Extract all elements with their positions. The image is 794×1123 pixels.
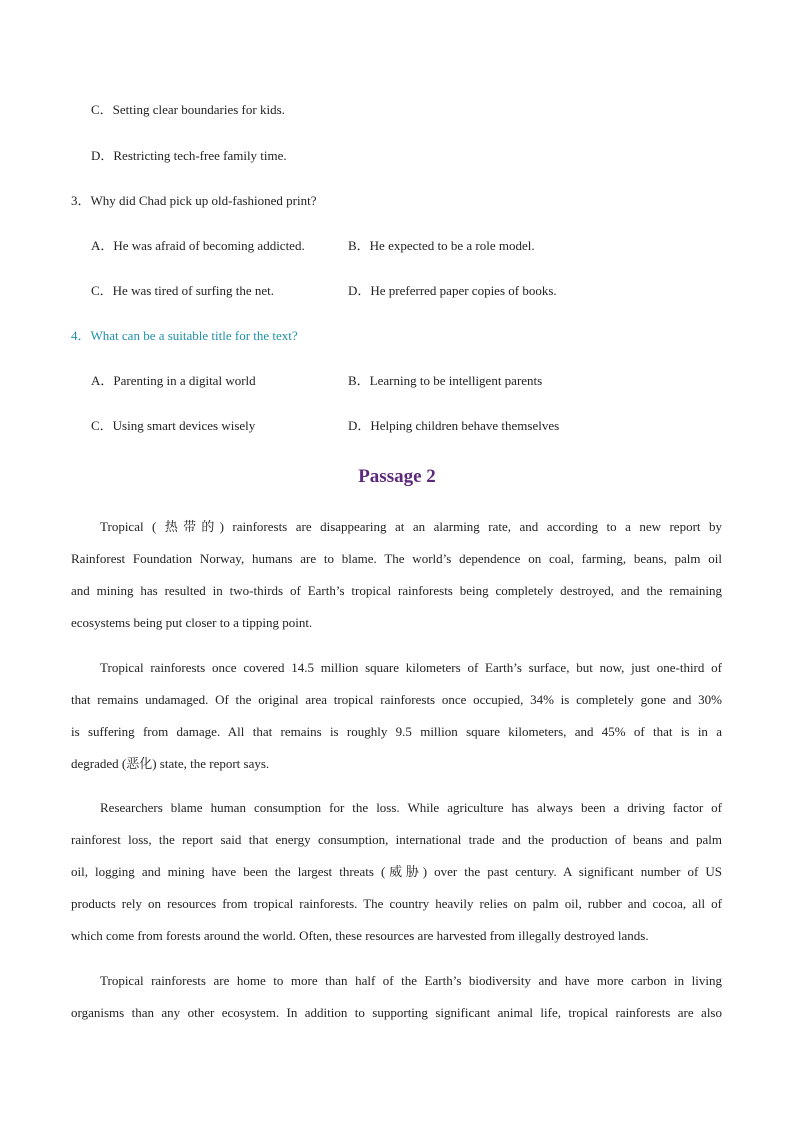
- option-text: Learning to be intelligent parents: [369, 373, 543, 388]
- option-letter: C．: [91, 102, 113, 117]
- option-letter: D．: [348, 418, 371, 433]
- q2-option-c: [91, 102, 285, 118]
- option-text: Helping children behave themselves: [370, 418, 560, 433]
- q4-option-d: [348, 418, 559, 434]
- option-text: Setting clear boundaries for kids.: [112, 102, 285, 117]
- paragraph-line: oil, logging and mining have been the largest threats (威胁) over the past century. A significant number of US: [71, 864, 722, 879]
- q4-option-a: [91, 373, 256, 389]
- option-letter: A．: [91, 238, 114, 253]
- q3-option-c: [91, 283, 274, 299]
- paragraph-line: Tropical rainforests once covered 14.5 million square kilometers of Earth’s surface, but now, just one-third of: [100, 660, 722, 675]
- option-text: He was afraid of becoming addicted.: [113, 238, 305, 253]
- option-letter: D．: [348, 283, 371, 298]
- paragraph-line: degraded (恶化) state, the report says.: [71, 756, 270, 771]
- paragraph-line: products rely on resources from tropical rainforests. The country heavily relies on palm oil, rubber and cocoa, all of: [71, 896, 722, 911]
- paragraph-line: Researchers blame human consumption for the loss. While agriculture has always been a driving factor of: [100, 800, 722, 815]
- paragraph-line: Tropical rainforests are home to more than half of the Earth’s biodiversity and have more carbon in living: [100, 973, 722, 988]
- paragraph-line: Rainforest Foundation Norway, humans are to blame. The world’s dependence on coal, farming, beans, palm oil: [71, 551, 722, 566]
- passage-title: Passage 2: [358, 466, 436, 487]
- q4-option-b: [348, 373, 542, 389]
- option-text: Restricting tech-free family time.: [113, 148, 287, 163]
- option-letter: B．: [348, 238, 370, 253]
- option-text: Using smart devices wisely: [112, 418, 256, 433]
- paragraph-3: [71, 800, 722, 960]
- q4-option-c: [91, 418, 255, 434]
- paragraph-2: [71, 660, 722, 788]
- option-letter: A．: [91, 373, 114, 388]
- option-letter: B．: [348, 373, 370, 388]
- option-letter: D．: [91, 148, 114, 163]
- paragraph-line: is suffering from damage. All that remains is roughly 9.5 million square kilometers, and 45% of that is in a: [71, 724, 722, 739]
- paragraph-line: ecosystems being put closer to a tipping point.: [71, 615, 313, 630]
- q3-option-a: [91, 238, 305, 254]
- q3-option-b: [348, 238, 535, 254]
- paragraph-1: [71, 519, 722, 647]
- option-text: He was tired of surfing the net.: [112, 283, 275, 298]
- option-text: Parenting in a digital world: [113, 373, 256, 388]
- paragraph-4: [71, 973, 722, 1037]
- q2-option-d: [91, 148, 287, 164]
- paragraph-line: that remains undamaged. Of the original area tropical rainforests once occupied, 34% is completely gone and 30%: [71, 692, 722, 707]
- option-letter: C．: [91, 418, 113, 433]
- paragraph-line: and mining has resulted in two-thirds of Earth’s tropical rainforests being completely destroyed, and the remaining: [71, 583, 722, 598]
- paragraph-line: organisms than any other ecosystem. In addition to supporting significant animal life, tropical rainforests are also: [71, 1005, 722, 1020]
- option-text: He preferred paper copies of books.: [370, 283, 557, 298]
- q4-stem: 4．What can be a suitable title for the text?: [71, 328, 298, 343]
- paragraph-line: which come from forests around the world. Often, these resources are harvested from illegally destroyed lands.: [71, 928, 649, 943]
- option-text: He expected to be a role model.: [369, 238, 535, 253]
- paragraph-line: rainforest loss, the report said that energy consumption, international trade and the production of beans and palm: [71, 832, 722, 847]
- q3-stem: 3．Why did Chad pick up old-fashioned print?: [71, 193, 317, 208]
- paragraph-line: Tropical ( 热带的) rainforests are disappearing at an alarming rate, and according to a new report by: [100, 519, 722, 534]
- option-letter: C．: [91, 283, 113, 298]
- q3-option-d: [348, 283, 557, 299]
